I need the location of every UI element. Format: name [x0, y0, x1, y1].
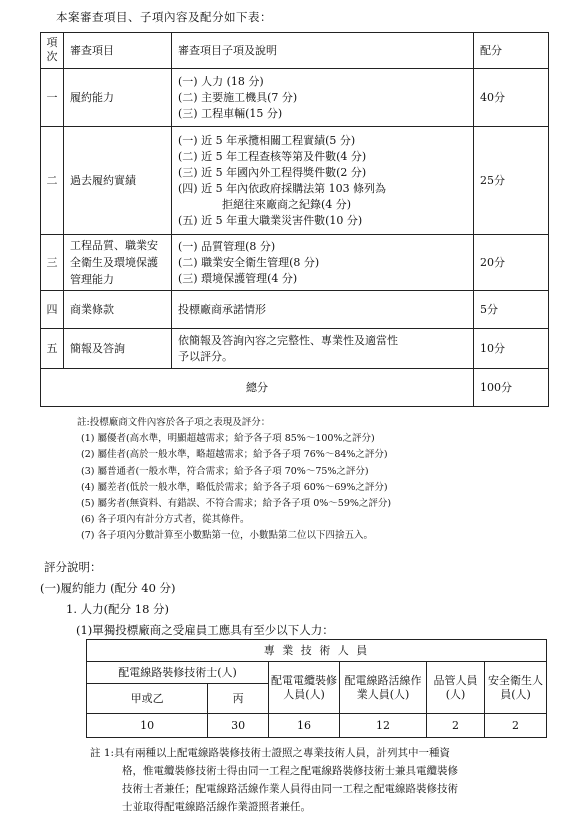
- col-header: 品管人員(人): [427, 662, 485, 714]
- row-no: 一: [41, 69, 64, 127]
- row-item: 商業條款: [64, 291, 172, 329]
- total-score: 100分: [474, 369, 549, 407]
- desc-line: (三) 環境保護管理(4 分): [178, 271, 298, 285]
- subsection-heading: 1. 人力(配分 18 分): [66, 602, 170, 616]
- col-header: 配電線路活線作業人員(人): [340, 662, 427, 714]
- row-no: 五: [41, 329, 64, 369]
- staff-header-row: [87, 662, 547, 684]
- staff-table-title: 專 業 技 術 人 員: [87, 640, 547, 662]
- desc-line: (三) 近 5 年國內外工程得獎件數(2 分): [178, 165, 367, 179]
- footnote-line: 格，惟電纜裝修技術士得由同一工程之配電線路裝修技術士兼具電纜裝修: [122, 765, 458, 777]
- desc-line: 依簡報及答詢內容之完整性、專業性及適當性: [178, 333, 398, 347]
- table-row: [41, 127, 549, 235]
- staff-value-row: [87, 714, 547, 738]
- header-item: 審查項目: [64, 33, 172, 69]
- col-header: 安全衛生人員(人): [485, 662, 547, 714]
- note-item: (4) 屬差者(低於一般水準，略低於需求；給予各子項 60%～69%之評分): [81, 481, 388, 493]
- subsection-heading: (一)履約能力 (配分 40 分): [40, 581, 176, 595]
- staff-value: 2: [427, 714, 485, 738]
- row-score: 25分: [474, 127, 549, 235]
- staff-value: 2: [485, 714, 547, 738]
- note-item: (5) 屬劣者(無資料、有錯誤、不符合需求；給予各子項 0%～59%之評分): [81, 498, 392, 510]
- staff-footnote: [90, 744, 458, 816]
- col-subheader: 丙: [208, 684, 269, 714]
- total-label: 總分: [41, 369, 474, 407]
- desc-line: (二) 主要施工機具(7 分): [178, 90, 298, 104]
- footnote-line: 技術士者兼任；配電線路活線作業人員得由同一工程之配電線路裝修技術: [122, 783, 458, 795]
- desc-line: (四) 近 5 年內依政府採購法第 103 條列為: [178, 181, 387, 195]
- desc-line: 予以評分。: [178, 349, 233, 363]
- note-item: (7) 各子項內分數計算至小數點第一位，小數點第二位以下四捨五入。: [81, 530, 373, 542]
- desc-line: 投標廠商承諾情形: [178, 302, 266, 316]
- scoring-table: [40, 32, 549, 407]
- note-item: (3) 屬普通者(一般水準，符合需求；給予各子項 70%～75%之評分): [81, 465, 369, 477]
- section-heading: 評分說明：: [44, 560, 102, 574]
- staff-value: 16: [269, 714, 340, 738]
- row-score: 10分: [474, 329, 549, 369]
- notes-title: 註:投標廠商文件內容於各子項之表現及評分：: [77, 417, 271, 428]
- table-row: [41, 235, 549, 291]
- col-subheader: 甲或乙: [87, 684, 208, 714]
- footnote-line: 士並取得配電線路活線作業證照者兼任。: [122, 801, 311, 813]
- staff-value: 12: [340, 714, 427, 738]
- row-no: 二: [41, 127, 64, 235]
- footnote-line: 註 1:具有兩種以上配電線路裝修技術士證照之專業技術人員，計列其中一種資: [90, 747, 451, 759]
- note-item: (1) 屬優者(高水準，明顯超越需求；給予各子項 85%～100%之評分): [81, 433, 375, 445]
- col-header: 配電電纜裝修人員(人): [269, 662, 340, 714]
- row-item: 過去履約實績: [64, 127, 172, 235]
- header-score: 配分: [474, 33, 549, 69]
- row-item: 履約能力: [64, 69, 172, 127]
- table-total-row: [41, 369, 549, 407]
- desc-line: (一) 人力 (18 分): [178, 74, 264, 88]
- desc-line: (三) 工程車輛(15 分): [178, 106, 283, 120]
- table-row: [41, 291, 549, 329]
- desc-line: (二) 職業安全衛生管理(8 分): [178, 255, 320, 269]
- row-desc: [172, 291, 474, 329]
- row-desc: [172, 329, 474, 369]
- desc-line: (一) 品質管理(8 分): [178, 239, 276, 253]
- table-row: [41, 329, 549, 369]
- row-item: 簡報及答詢: [64, 329, 172, 369]
- row-desc: [172, 69, 474, 127]
- row-desc: [172, 127, 474, 235]
- row-score: 20分: [474, 235, 549, 291]
- desc-line: (一) 近 5 年承攬相關工程實績(5 分): [178, 133, 356, 147]
- table-header-row: [41, 33, 549, 69]
- note-item: (6) 各子項內有計分方式者，從其條件。: [81, 514, 250, 526]
- row-no: 三: [41, 235, 64, 291]
- row-score: 5分: [474, 291, 549, 329]
- desc-line: 拒絕往來廠商之紀錄(4 分): [222, 197, 352, 211]
- staff-requirement-table: [86, 639, 547, 738]
- intro-text: 本案審查項目、子項內容及配分如下表：: [56, 10, 272, 24]
- row-desc: [172, 235, 474, 291]
- desc-line: (二) 近 5 年工程查核等第及件數(4 分): [178, 149, 367, 163]
- row-item: 工程品質、職業安全衛生及環境保護管理能力: [64, 235, 172, 291]
- note-item: (2) 屬佳者(高於一般水準，略超越需求；給予各子項 76%～84%之評分): [81, 449, 388, 461]
- row-no: 四: [41, 291, 64, 329]
- row-score: 40分: [474, 69, 549, 127]
- staff-value: 30: [208, 714, 269, 738]
- staff-title-row: [87, 640, 547, 662]
- subsection-heading: (1)單獨投標廠商之受雇員工應具有至少以下人力：: [76, 623, 334, 637]
- scoring-notes: [77, 415, 391, 545]
- table-row: [41, 69, 549, 127]
- header-desc: 審查項目子項及說明: [172, 33, 474, 69]
- staff-value: 10: [87, 714, 208, 738]
- header-no: 項次: [41, 33, 64, 69]
- desc-line: (五) 近 5 年重大職業災害件數(10 分): [178, 213, 363, 227]
- col-header: 配電線路裝修技術士(人): [87, 662, 269, 684]
